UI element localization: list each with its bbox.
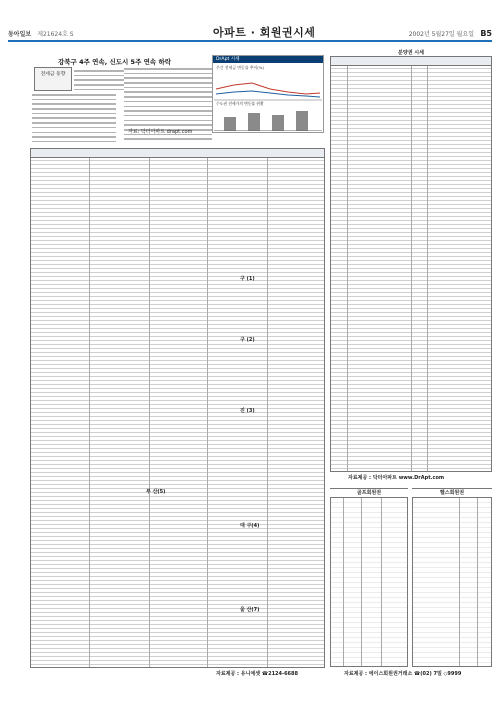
article-headline: 강북구 4주 연속, 신도시 5주 연속 하락 <box>58 58 171 66</box>
section-label-e: 대 구(4) <box>240 523 260 529</box>
right-section-title: 분양권 시세 <box>398 50 424 56</box>
page-date: 2002년 5월27일 월요일 <box>408 30 474 38</box>
section-label-a: 구 (1) <box>240 276 255 282</box>
golf-source: 자료제공 : 에이스회원권거래소 ☎(02) 7밀 ◇9999 <box>344 671 462 677</box>
golf-section-title: 골프회원권 <box>330 488 408 498</box>
article-byline-box: 전세금 동향 <box>34 67 72 91</box>
panel-title: DrApt 시세 <box>213 56 323 63</box>
golf-table <box>330 497 408 667</box>
price-table-grid <box>30 148 325 668</box>
section-label-b: 구 (2) <box>240 337 255 343</box>
page-header <box>8 28 492 38</box>
bar-chart <box>214 107 322 131</box>
section-label-c: 진 (3) <box>240 408 255 414</box>
issue-number: 제21624호 S <box>37 30 74 38</box>
section-label-f: 울 산(7) <box>240 607 260 613</box>
header-rule <box>8 40 492 42</box>
health-table <box>412 497 492 667</box>
health-section-title: 헬스회원권 <box>412 488 492 498</box>
right-source: 자료제공 : 닥터아파트 www.DrApt.com <box>348 475 445 481</box>
presale-table-header <box>331 57 491 66</box>
article-col-1 <box>74 70 124 93</box>
presale-table <box>330 56 492 472</box>
section-label-d: 부 산(5) <box>146 489 166 495</box>
page-title: 아파트 · 회원권시세 <box>213 26 316 39</box>
publication-name: 동아일보 <box>8 30 32 38</box>
line-chart <box>214 77 322 101</box>
article-col-1b <box>32 94 116 146</box>
price-table-header <box>31 149 324 158</box>
article-source: 자료: 닥터아파트 drapt.com <box>128 129 193 135</box>
bar-chart-caption: 수도권 전세가격 변동률 현황 <box>216 101 264 106</box>
page-number: B5 <box>480 28 492 38</box>
middle-source: 자료제공 : 유니에셋 ☎2124-6688 <box>216 671 298 677</box>
panel-subtitle: 주간 전세금 변동률 추이(%) <box>216 65 265 70</box>
